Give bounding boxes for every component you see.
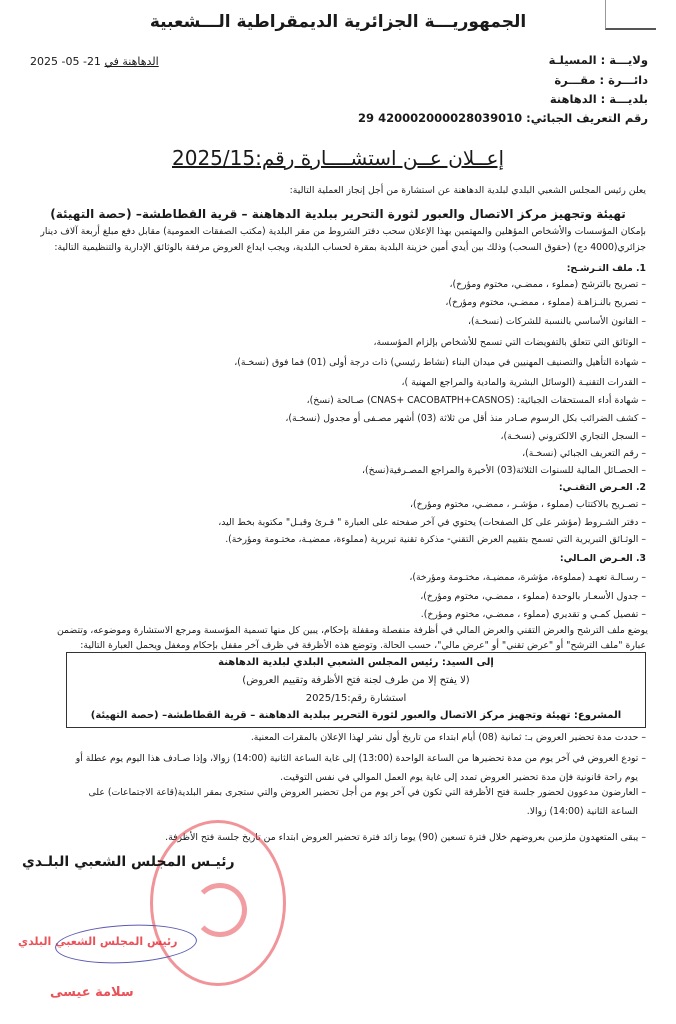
list-item: – تصـريح بالاكتتاب (مملوء ، مؤشـر ، ممضـي، مختوم ومؤرخ)، [410,498,646,512]
republic-header: الجمهوريـــة الجزائرية الديمقراطية الـــشعبية [149,12,527,32]
tax-id: رقم التعريف الجبائي: 420002000028039010 29 [358,111,648,125]
list-item: – شهادة أداء المستحقات الجبائية: (CNAS+ CACOBATPH+CASNOS) صـالحة (نسخ)، [307,394,646,408]
paragraph-line: جزائري(4000 دج) (حقوق السحب) وذلك بين أيدي أمين خزينة البلدية بمقرة لحساب البلدية، ويجب ايداع العروض مرفقة بالوثائق الإدارية والتنظيمية التالية: [54,242,646,253]
list-item: – كشف الضرائب بكل الرسوم صـادر منذ أقل من ثلاثة (03) أشهر مصـفى أو مجدول (نسخـة)، [285,412,646,426]
term-item: – يبقى المتعهدون ملزمين بعروضهم خلال فترة تسعين (90) يوما زائد فترة تحضير العروض ابتداء من تاريخ جلسة فتح الأظرفة. [165,831,646,845]
official-stamp [150,820,286,986]
signature-title: رئيـس المجلس الشعبي البلـدي [22,854,235,870]
list-item: – رقم التعريف الجبائي (نسخـة)، [522,447,646,461]
box-ref: استشارة رقم:2025/15 [305,693,407,704]
crescent-icon [193,883,247,937]
list-item: – شهادة التأهيل والتصنيف المهنيين في ميدان البناء (نشاط رئيسي) ذات درجة أولى (01) فما فوق (نسخـة)، [234,356,646,370]
date-place: الدهاهنة في [104,55,159,68]
intro-text: يعلن رئيس المجلس الشعبي البلدي لبلدية الدهاهنة عن استشارة من أجل إنجاز العملية التالية: [289,185,646,196]
list-item: – جدول الأسعـار بالوحدة (مملوء ، ممضـي، مختوم ومؤرخ)، [420,590,646,604]
term-item: – حددت مدة تحضير العروض بـ: ثمانية (08) أيام ابتداء من تاريخ أول نشر لهذا الإعلان بالمقرات المعنية. [251,731,646,745]
list-item: – تفصيل كمـي و تقديري (مملوء ، ممضـي، مختوم ومؤرخ). [421,608,646,622]
term-continuation: الساعة الثانية (14:00) زوالا. [526,806,638,817]
box-note: (لا يفتح إلا من طرف لجنة فتح الأظرفة وتقييم العروض) [242,675,470,686]
date-value: 21- 05- 2025 [30,55,101,68]
project-title: تهيئة وتجهيز مركز الاتصال والعبور لثورة التحرير ببلدية الدهاهنة – قرية القطاطشة– (حصة التهيئة) [50,207,626,221]
envelope-text: يوضع ملف الترشح والعرض التقني والعرض المالي في أظرفة منفصلة ومقفلة بإحكام، يبين كل منها تسمية المؤسسة ومرجع الاستشارة وموضوعه، وتتضمن [56,625,648,636]
daira: دائـــرة : مقـــرة [554,73,648,87]
baladia: بلديـــة : الدهاهنة [549,92,648,106]
list-item: – دفتر الشـروط (مؤشر على كل الصفحات) يحتوي في آخر صفحته على العبارة " قـرئ وقبـل" مكتوبة بخط اليد، [218,516,646,530]
paragraph-line: بإمكان المؤسسات والأشخاص المؤهلين والمهتمين بهذا الإعلان سحب دفتر الشروط من مقر البلدية (مكتب الصفقات العمومية) مقابل دفع مبلغ أربعة آلاف دينار [40,226,646,237]
section-heading: 1. ملف التـرشـح: [566,263,646,274]
list-item: – السجل التجاري الالكتروني (نسخـة)، [500,430,646,444]
list-item: – القانون الأساسي بالنسبة للشركات (نسخـة)، [468,315,646,329]
box-recipient: إلى السيد: رئيس المجلس الشعبي البلدي لبلدية الدهاهنة [218,657,494,668]
section-heading: 3. العـرض المـالي: [559,553,646,564]
list-item: – الوثـائق التبريرية التي تسمح بتقييم العرض التقني- مذكرة تقنية تبريرية (مملوءة، ممضيـة، مختـومة ومؤرخة). [225,533,646,547]
term-item: – العارضون مدعوون لحضور جلسة فتح الأظرفة التي تكون في آخر يوم من أجل تحضير العروض والتي ستجرى بمقر البلدية(قاعة الاجتماعات) على [89,786,647,800]
list-item: – القدرات التقنيـة (الوسائل البشرية والمادية والمراجع المهنية )، [402,376,647,390]
list-item: – رسـالـة تعهـد (مملوءة، مؤشرة، ممضيـة، مختـومة ومؤرخة)، [409,571,646,585]
term-item: – تودع العروض في آخر يوم من مدة تحضيرها من الساعة الواحدة (13:00) إلى غاية الساعة الثانية (14:00) زوالا، وإذا صـادف هذا اليوم يوم عطلة أو [76,752,646,766]
page-title [0,145,676,171]
list-item: – الوثائق التي تتعلق بالتفويضات التي تسمح للأشخاص بإلزام المؤسسة، [373,336,646,350]
section-heading: 2. العـرض التقنـي: [558,482,646,493]
list-item: – تصريح بالنـزاهـة (مملوء ، ممضـي، مختوم ومؤرخ)، [445,296,646,310]
envelope-text: عبارة "ملف الترشح" أو "عرض تقني" أو "عرض مالي"، حسب الحالة. وتوضع هذه الأظرفة في ظرف آخر مقفل بإحكام ومغفل ويحمل العبارة التالية: [80,640,646,651]
stamp-title: رئيس المجلس الشعبي البلدي [18,935,178,948]
term-continuation: يوم راحة قانونية فإن مدة تحضير العروض تمدد إلى غاية يوم العمل الموالي في نفس التوقيت. [280,772,638,783]
list-item: – الحصـائل المالية للسنوات الثلاثة(03) الأخيرة والمراجع المصـرفية(نسخ)، [362,464,646,478]
title-text: إعــلان عــن استشــــارة رقم:2025/15 [172,146,504,170]
box-project: المشروع: تهيئة وتجهيز مركز الاتصال والعبور لثورة التحرير ببلدية الدهاهنة – قرية القطاطشة– (حصة التهيئة) [90,710,622,721]
signer-name: سلامة عيسى [50,985,134,1000]
wilaya: ولايـــة : المسيلـة [548,53,648,67]
list-item: – تصريح بالترشح (مملوء ، ممضـي، مختوم ومؤرخ)، [449,278,646,292]
date-line [30,55,159,69]
